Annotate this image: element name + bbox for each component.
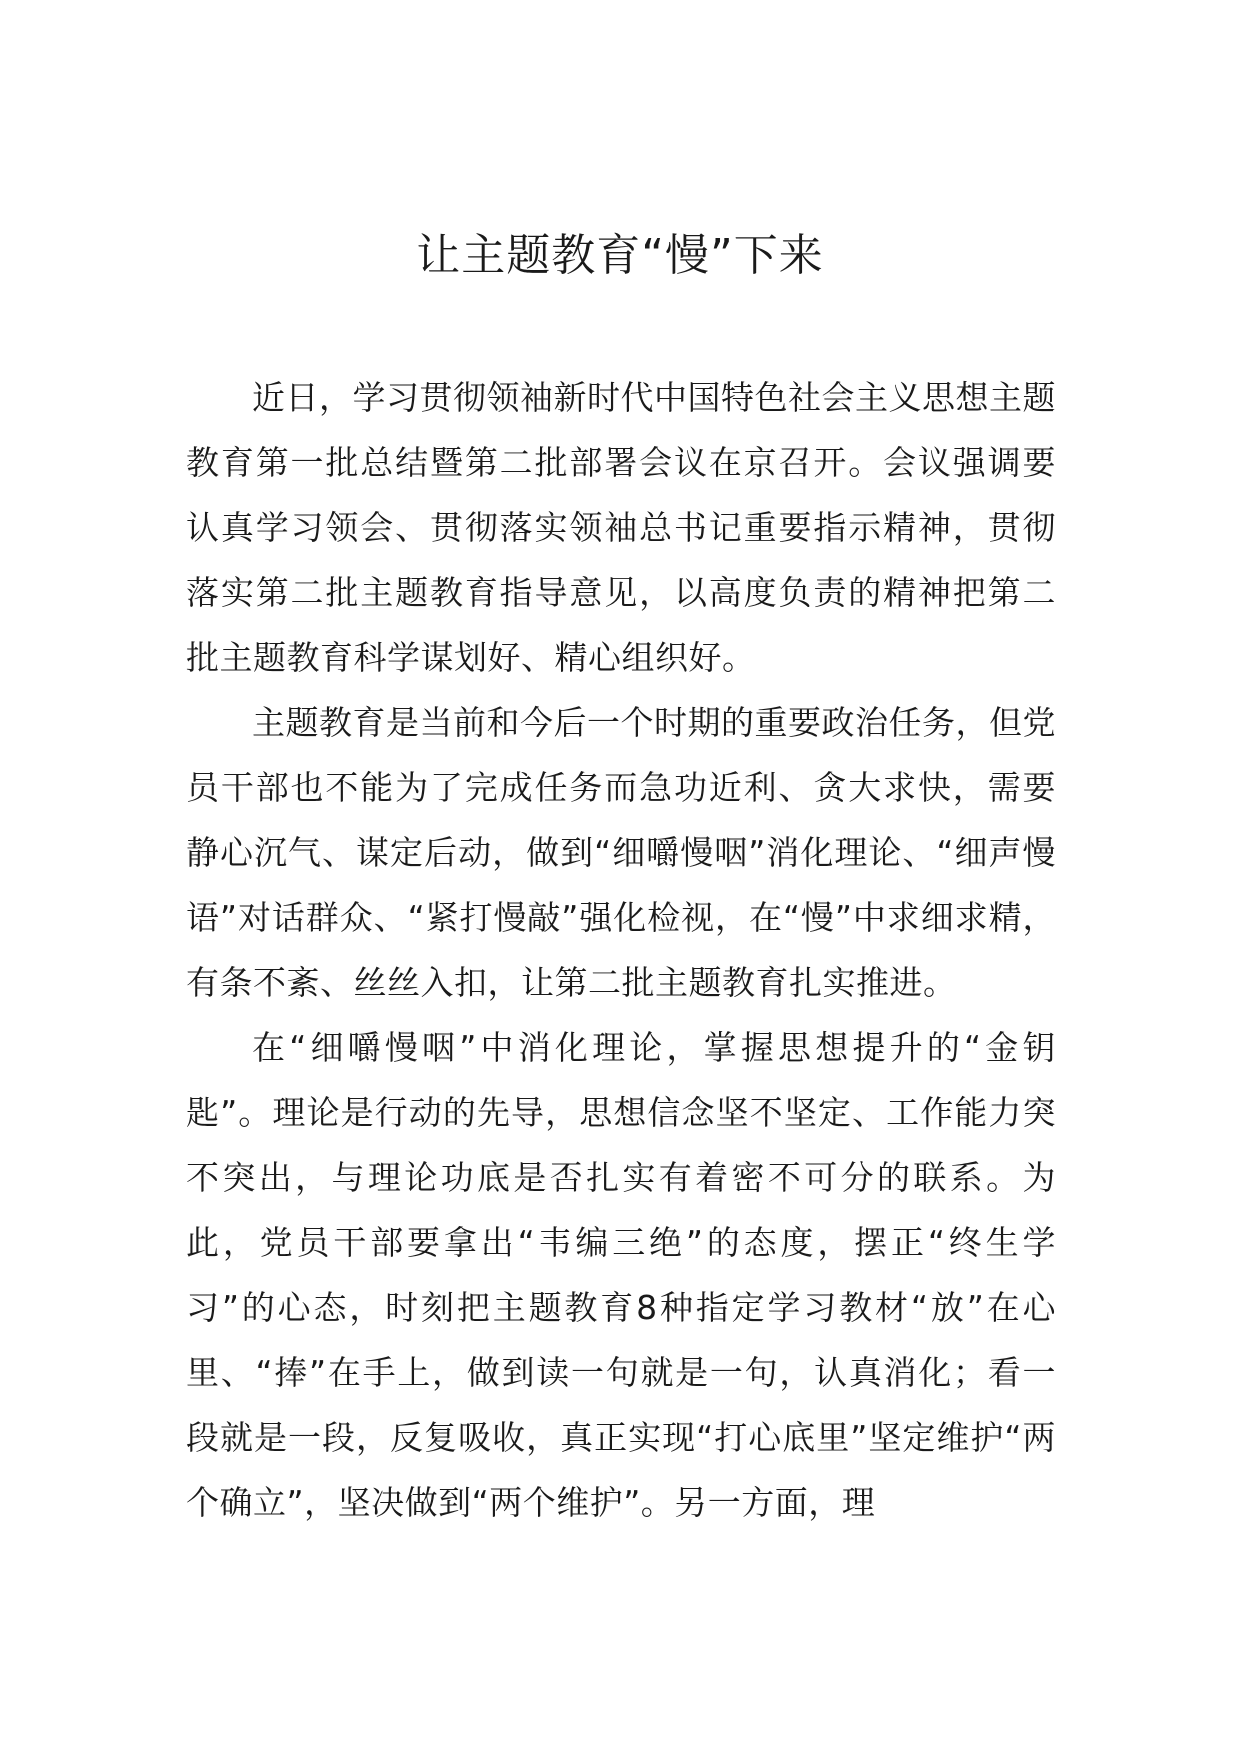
document-body [186, 365, 1056, 1535]
paragraph-1: 近日，学习贯彻领袖新时代中国特色社会主义思想主题教育第一批总结暨第二批部署会议在京召开。会议强调要认真学习领会、贯彻落实领袖总书记重要指示精神，贯彻落实第二批主题教育指导意见，以高度负责的精神把第二批主题教育科学谋划好、精心组织好。 [186, 378, 1056, 677]
document-title: 让主题教育“慢”下来 [416, 230, 824, 281]
paragraph-2: 主题教育是当前和今后一个时期的重要政治任务，但党员干部也不能为了完成任务而急功近利、贪大求快，需要静心沉气、谋定后动，做到“细嚼慢咽”消化理论、“细声慢语”对话群众、“紧打慢敲”强化检视，在“慢”中求细求精，有条不紊、丝丝入扣，让第二批主题教育扎实推进。 [186, 703, 1056, 1002]
paragraph-3: 在“细嚼慢咽”中消化理论，掌握思想提升的“金钥匙”。理论是行动的先导，思想信念坚不坚定、工作能力突不突出，与理论功底是否扎实有着密不可分的联系。为此，党员干部要拿出“韦编三绝”的态度，摆正“终生学习”的心态，时刻把主题教育8种指定学习教材“放”在心里、“捧”在手上，做到读一句就是一句，认真消化；看一段就是一段，反复吸收，真正实现“打心底里”坚定维护“两个确立”，坚决做到“两个维护”。另一方面，理 [186, 1028, 1056, 1522]
